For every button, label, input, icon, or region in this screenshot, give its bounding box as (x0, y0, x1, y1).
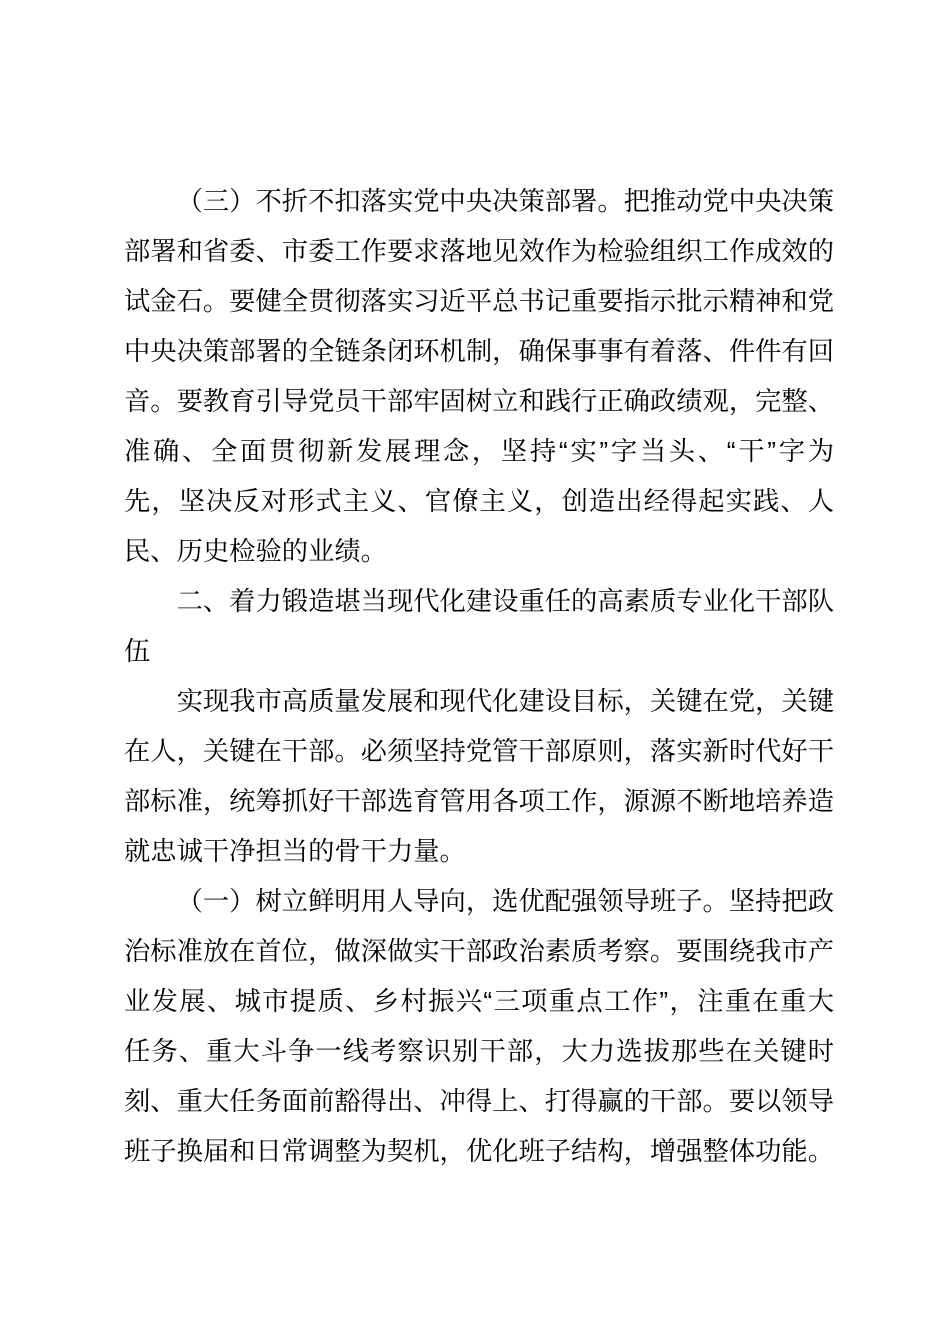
text-line: 民、历史检验的业绩。 (124, 536, 387, 566)
text-line: 部标准，统筹抓好干部选育管用各项工作，源源不断地培养造 (124, 786, 834, 816)
paragraph (124, 876, 834, 1176)
text-line: 二、着力锻造堪当现代化建设重任的高素质专业化干部队 (176, 586, 834, 616)
text-line: 中央决策部署的全链条闭环机制，确保事事有着落、件件有回 (124, 336, 834, 366)
text-line: 班子换届和日常调整为契机，优化班子结构，增强整体功能。 (124, 1136, 834, 1166)
text-line: 治标准放在首位，做深做实干部政治素质考察。要围绕我市产 (124, 936, 834, 966)
text-line: （一）树立鲜明用人导向，选优配强领导班子。坚持把政 (176, 886, 834, 916)
text-line: 音。要教育引导党员干部牢固树立和践行正确政绩观，完整、 (124, 386, 834, 416)
text-line: 刻、重大任务面前豁得出、冲得上、打得赢的干部。要以领导 (124, 1086, 834, 1116)
text-line: 伍 (124, 636, 151, 666)
text-line: 业发展、城市提质、乡村振兴“三项重点工作”，注重在重大 (124, 986, 834, 1016)
text-line: （三）不折不扣落实党中央决策部署。把推动党中央决策 (176, 186, 834, 216)
text-line: 在人，关键在干部。必须坚持党管干部原则，落实新时代好干 (124, 736, 834, 766)
text-line: 实现我市高质量发展和现代化建设目标，关键在党，关键 (176, 686, 834, 716)
paragraph (124, 176, 834, 576)
paragraph (124, 676, 834, 876)
text-line: 试金石。要健全贯彻落实习近平总书记重要指示批示精神和党 (124, 286, 834, 316)
text-line: 就忠诚干净担当的骨干力量。 (124, 836, 466, 866)
text-line: 准确、全面贯彻新发展理念，坚持“实”字当头、“干”字为 (124, 436, 834, 466)
text-line: 部署和省委、市委工作要求落地见效作为检验组织工作成效的 (124, 236, 834, 266)
paragraph (124, 576, 834, 676)
text-line: 先，坚决反对形式主义、官僚主义，创造出经得起实践、人 (124, 486, 834, 516)
text-line: 任务、重大斗争一线考察识别干部，大力选拔那些在关键时 (124, 1036, 834, 1066)
